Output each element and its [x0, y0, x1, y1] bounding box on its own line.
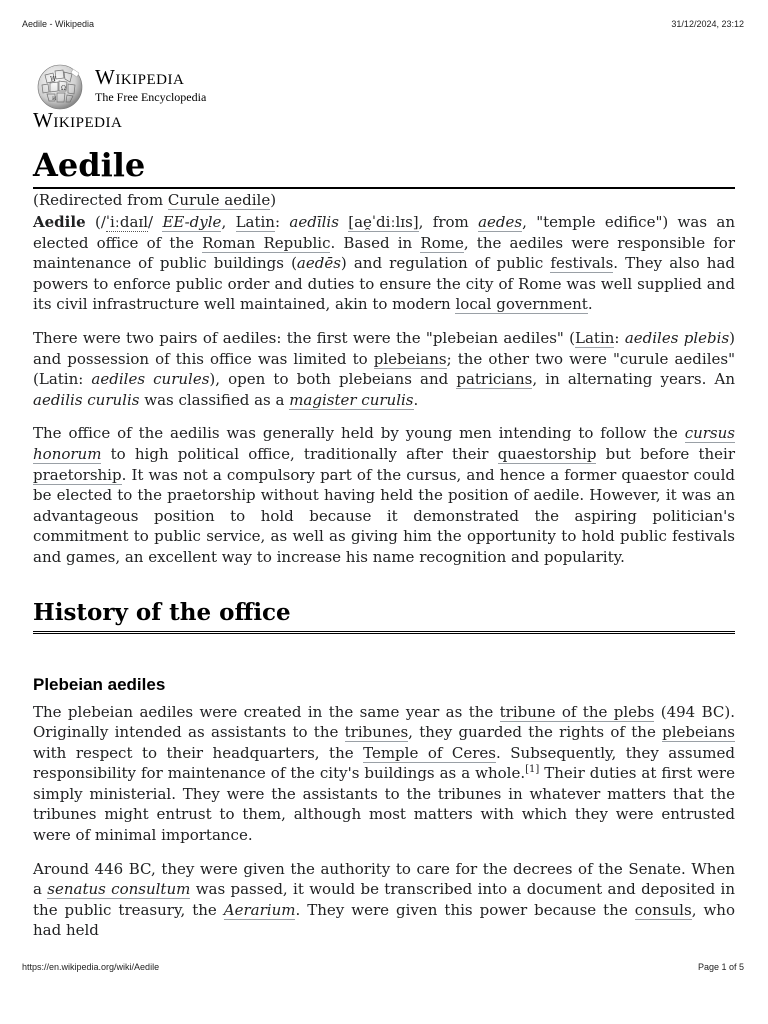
intro-paragraph-3: The office of the aedilis was generally held by young men intending to follow the cursus honorum to high political office, traditionally after their quaestorship but before their praetorship. It was not a compulsory part of the cursus, and hence a former quaestor could be elected to the praetorship without having held the position of aedile. However, it was an advantageous position to hold because it demonstrated the aspiring politician's commitment to public service, as well as giving him the opportunity to hold public festivals and games, an excellent way to increase his name recognition and popularity.	[33, 424, 735, 566]
rome-link[interactable]: Rome	[420, 233, 464, 252]
festivals-link[interactable]: festivals	[550, 254, 614, 273]
svg-text:W: W	[50, 76, 57, 83]
cursus-honorum-link[interactable]: cursus honorum	[33, 424, 735, 463]
plebeians-link-2[interactable]: plebeians	[662, 723, 735, 742]
plebeians-link[interactable]: plebeians	[373, 349, 447, 368]
roman-republic-link[interactable]: Roman Republic	[202, 233, 331, 252]
wikipedia-tagline: The Free Encyclopedia	[95, 90, 207, 104]
print-header-title: Aedile - Wikipedia	[22, 19, 95, 29]
print-footer-url: https://en.wikipedia.org/wiki/Aedile	[22, 962, 160, 972]
section-heading-history: History of the office	[33, 599, 735, 634]
subsection-heading-plebeian-aediles: Plebeian aediles	[33, 674, 166, 694]
wikipedia-globe-icon	[33, 63, 87, 111]
local-government-link[interactable]: local government	[455, 295, 588, 314]
latin-link-2[interactable]: Latin	[575, 328, 615, 347]
senatus-consultum-link[interactable]: senatus consultum	[47, 880, 191, 899]
intro-paragraph-2: There were two pairs of aediles: the first were the "plebeian aediles" (Latin: aediles plebis) and possession of this office was limited to plebeians; the other two were "curule aediles" (Latin: aediles curules), open to both plebeians and patricians, in alternating years. An aedilis curulis was classified as a magister curulis.	[33, 328, 736, 409]
print-footer-page: Page 1 of 5	[697, 962, 744, 972]
article-content	[33, 145, 735, 954]
wikipedia-logo[interactable]	[33, 63, 293, 111]
quaestorship-link[interactable]: quaestorship	[497, 444, 597, 463]
magister-curulis-link[interactable]: magister curulis	[289, 390, 414, 409]
redirect-link[interactable]: Curule aedile	[167, 191, 271, 209]
plebeian-paragraph-2: Around 446 BC, they were given the authority to care for the decrees of the Senate. When a senatus consultum was passed, it would be transcribed into a document and deposited in the public treasury, the Aerarium. They were given this power because the consuls, who had held	[33, 859, 735, 940]
aedes-link[interactable]: aedes	[478, 213, 523, 231]
ipa-pronunciation[interactable]: ˈiːdaɪl	[105, 213, 149, 231]
latin-ipa-link[interactable]: [ae̯ˈdiːlɪs]	[348, 213, 419, 231]
print-header-datetime: 31/12/2024, 23:12	[671, 19, 744, 29]
patricians-link[interactable]: patricians	[456, 370, 533, 389]
redirect-notice: (Redirected from Curule aedile)	[33, 191, 277, 209]
reference-1-link[interactable]: [1]	[525, 764, 540, 776]
wikipedia-wordmark: Wikipedia	[95, 65, 185, 89]
temple-of-ceres-link[interactable]: Temple of Ceres	[363, 743, 496, 762]
latin-link[interactable]: Latin	[235, 213, 275, 231]
consuls-link[interactable]: consuls	[634, 900, 692, 919]
plebeian-paragraph-1: The plebeian aediles were created in the same year as the tribune of the plebs (494 BC). Originally intended as assistants to the tribunes, they guarded the rights of the plebeians with respect to their headquarters, the Temple of Ceres. Subsequently, they assumed responsibility for maintenance of the city's buildings as a whole.[1] Their duties at first were simply ministerial. They were the assistants to the tribunes in whatever matters that the tribunes might entrust to them, although most matters with which they were entrusted were of minimal importance.	[33, 702, 735, 845]
tribune-of-the-plebs-link[interactable]: tribune of the plebs	[499, 702, 655, 721]
svg-text:И: И	[52, 96, 57, 102]
respelling-link[interactable]: EE-dyle	[162, 213, 222, 231]
page-title: Aedile	[33, 145, 735, 189]
tribunes-link[interactable]: tribunes	[344, 723, 409, 742]
praetorship-link[interactable]: praetorship	[33, 465, 122, 484]
wikipedia-wordmark-secondary: Wikipedia	[33, 108, 123, 132]
aerarium-link[interactable]: Aerarium	[223, 900, 296, 919]
intro-paragraph-1: Aedile (/ˈiːdaɪl/ EE-dyle, Latin: aedīlis [ae̯ˈdiːlɪs], from aedes, "temple edifice") was an elected office of the Roman Republic. Based in Rome, the aediles were responsible for maintenance of public buildings (aedēs) and regulation of public festivals. They also had powers to enforce public order and duties to ensure the city of Rome was well supplied and its civil infrastructure well maintained, akin to modern local government.	[33, 213, 736, 314]
svg-text:Ω: Ω	[61, 85, 66, 92]
